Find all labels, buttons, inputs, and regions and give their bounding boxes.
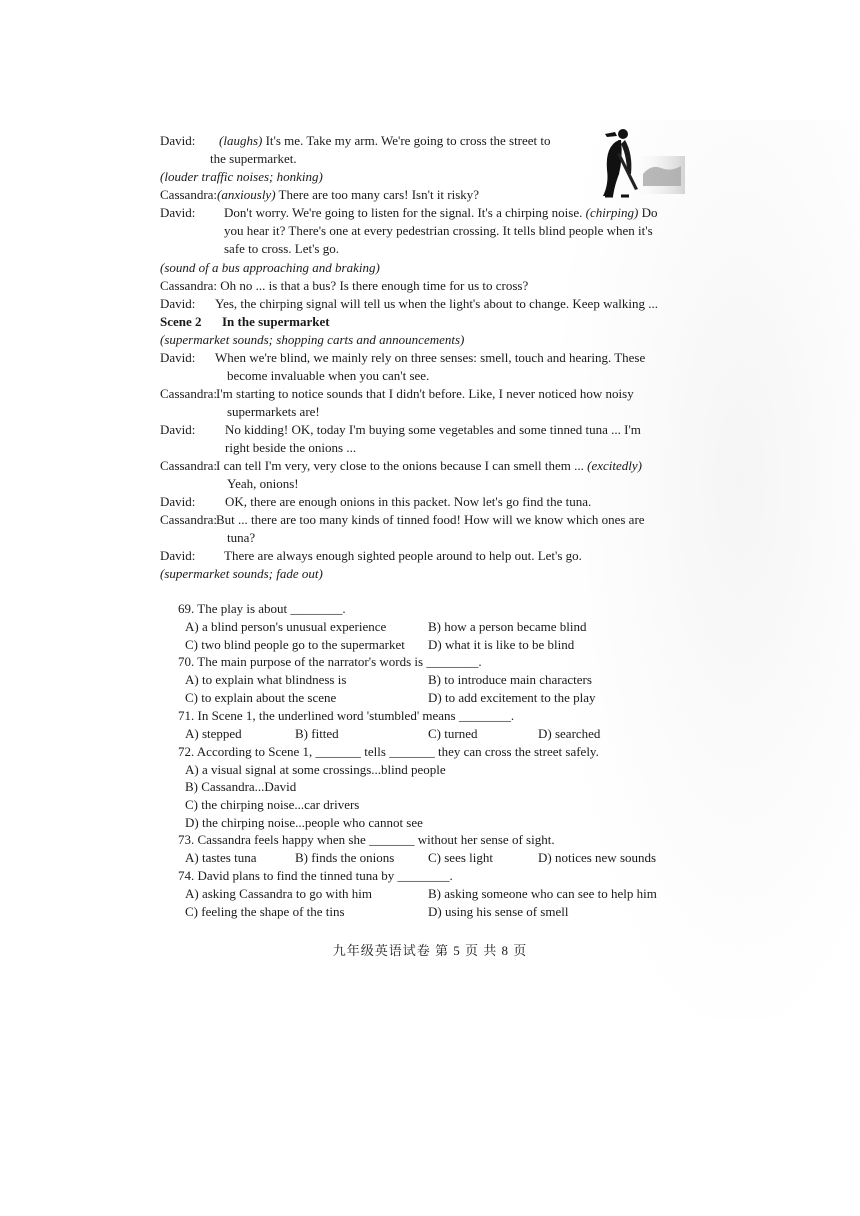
dialogue-text-part: I can tell I'm very, very close to the onions because I can smell them ... (216, 458, 584, 473)
speaker-david: David: (160, 133, 196, 148)
david-line-1-text (219, 133, 551, 149)
option-73-b[interactable]: B) finds the onions (295, 850, 395, 865)
dialogue-text: There are always enough sighted people around to help out. Let's go. (224, 548, 582, 563)
cassandra-line-2 (160, 278, 528, 294)
option-74-d[interactable]: D) using his sense of smell (428, 904, 569, 919)
speaker-david: David: (160, 205, 196, 220)
option-69-c[interactable]: C) two blind people go to the supermarket (185, 637, 405, 652)
dialogue-text: Oh no ... is that a bus? Is there enough time for us to cross? (217, 278, 529, 293)
dialogue-text: safe to cross. Let's go. (224, 241, 339, 256)
option-69-a[interactable]: A) a blind person's unusual experience (185, 619, 387, 634)
question-69-stem: 69. The play is about ________. (178, 601, 346, 616)
blind-person-crossing-figure-icon (575, 126, 685, 200)
dialogue-text-part: Do (638, 205, 658, 220)
stage-direction: (supermarket sounds; shopping carts and announcements) (160, 332, 465, 347)
option-72-a[interactable]: A) a visual signal at some crossings...blind people (185, 762, 446, 777)
dialogue-text: There are too many cars! Isn't it risky? (275, 187, 480, 202)
option-73-a[interactable]: A) tastes tuna (185, 850, 257, 865)
stage-direction: (chirping) (585, 205, 639, 220)
question-74-stem: 74. David plans to find the tinned tuna by ________. (178, 868, 453, 883)
dialogue-text: It's me. Take my arm. We're going to cross the street to (262, 133, 551, 148)
dialogue-text: But ... there are too many kinds of tinned food! How will we know which ones are (216, 512, 645, 527)
stage-direction: (anxiously) (217, 187, 276, 202)
question-73-stem: 73. Cassandra feels happy when she _______ without her sense of sight. (178, 832, 555, 847)
option-71-b[interactable]: B) fitted (295, 726, 339, 741)
cassandra-line-1 (160, 187, 479, 203)
option-74-c[interactable]: C) feeling the shape of the tins (185, 904, 345, 919)
speaker-cassandra: Cassandra: (160, 386, 218, 401)
question-72-stem: 72. According to Scene 1, _______ tells _______ they can cross the street safely. (178, 744, 599, 759)
dialogue-text: No kidding! OK, today I'm buying some vegetables and some tinned tuna ... I'm (225, 422, 641, 437)
dialogue-text: Yeah, onions! (227, 476, 299, 491)
speaker-david: David: (160, 296, 196, 311)
scene-2-label: Scene 2 (160, 314, 202, 329)
option-69-b[interactable]: B) how a person became blind (428, 619, 587, 634)
speaker-cassandra: Cassandra: (160, 278, 218, 293)
dialogue-text: OK, there are enough onions in this packet. Now let's go find the tuna. (225, 494, 592, 509)
option-70-d[interactable]: D) to add excitement to the play (428, 690, 596, 705)
option-71-c[interactable]: C) turned (428, 726, 478, 741)
dialogue-text-part: Don't worry. We're going to listen for the signal. It's a chirping noise. (224, 205, 583, 220)
option-70-c[interactable]: C) to explain about the scene (185, 690, 337, 705)
option-70-b[interactable]: B) to introduce main characters (428, 672, 592, 687)
option-71-d[interactable]: D) searched (538, 726, 601, 741)
speaker-david: David: (160, 422, 196, 437)
stage-direction: (sound of a bus approaching and braking) (160, 260, 380, 275)
scene-2-title: In the supermarket (222, 314, 330, 329)
dialogue-text: tuna? (227, 530, 256, 545)
speaker-cassandra: Cassandra: (160, 458, 218, 473)
option-70-a[interactable]: A) to explain what blindness is (185, 672, 347, 687)
dialogue-text (216, 458, 642, 474)
stage-direction: (laughs) (219, 133, 263, 148)
speaker-david: David: (160, 548, 196, 563)
dialogue-text: When we're blind, we mainly rely on three senses: smell, touch and hearing. These (215, 350, 646, 365)
speaker-cassandra: Cassandra: (160, 512, 218, 527)
dialogue-text: supermarkets are! (227, 404, 320, 419)
option-72-d[interactable]: D) the chirping noise...people who cannot see (185, 815, 423, 830)
option-71-a[interactable]: A) stepped (185, 726, 242, 741)
david-line-1 (160, 133, 195, 149)
dialogue-text (224, 205, 657, 221)
speaker-cassandra: Cassandra: (160, 187, 218, 202)
dialogue-text: the supermarket. (210, 151, 297, 166)
option-72-b[interactable]: B) Cassandra...David (185, 779, 297, 794)
question-70-stem: 70. The main purpose of the narrator's words is ________. (178, 654, 482, 669)
stage-direction: (supermarket sounds; fade out) (160, 566, 323, 581)
stage-direction: (louder traffic noises; honking) (160, 169, 323, 184)
dialogue-text: I'm starting to notice sounds that I didn't before. Like, I never noticed how noisy (216, 386, 634, 401)
scan-shading (560, 120, 860, 1020)
option-69-d[interactable]: D) what it is like to be blind (428, 637, 575, 652)
page-footer: 九年级英语试卷 第 5 页 共 8 页 (332, 943, 528, 958)
speaker-david: David: (160, 494, 196, 509)
option-74-a[interactable]: A) asking Cassandra to go with him (185, 886, 373, 901)
option-73-c[interactable]: C) sees light (428, 850, 493, 865)
stage-direction: (excitedly) (587, 458, 642, 473)
question-71-stem: 71. In Scene 1, the underlined word 'stumbled' means ________. (178, 708, 515, 723)
dialogue-text: right beside the onions ... (225, 440, 357, 455)
option-73-d[interactable]: D) notices new sounds (538, 850, 657, 865)
dialogue-text: Yes, the chirping signal will tell us when the light's about to change. Keep walking ... (215, 296, 658, 311)
option-72-c[interactable]: C) the chirping noise...car drivers (185, 797, 360, 812)
speaker-david: David: (160, 350, 196, 365)
dialogue-text: become invaluable when you can't see. (227, 368, 430, 383)
option-74-b[interactable]: B) asking someone who can see to help him (428, 886, 657, 901)
dialogue-text: you hear it? There's one at every pedestrian crossing. It tells blind people when it's (224, 223, 653, 238)
